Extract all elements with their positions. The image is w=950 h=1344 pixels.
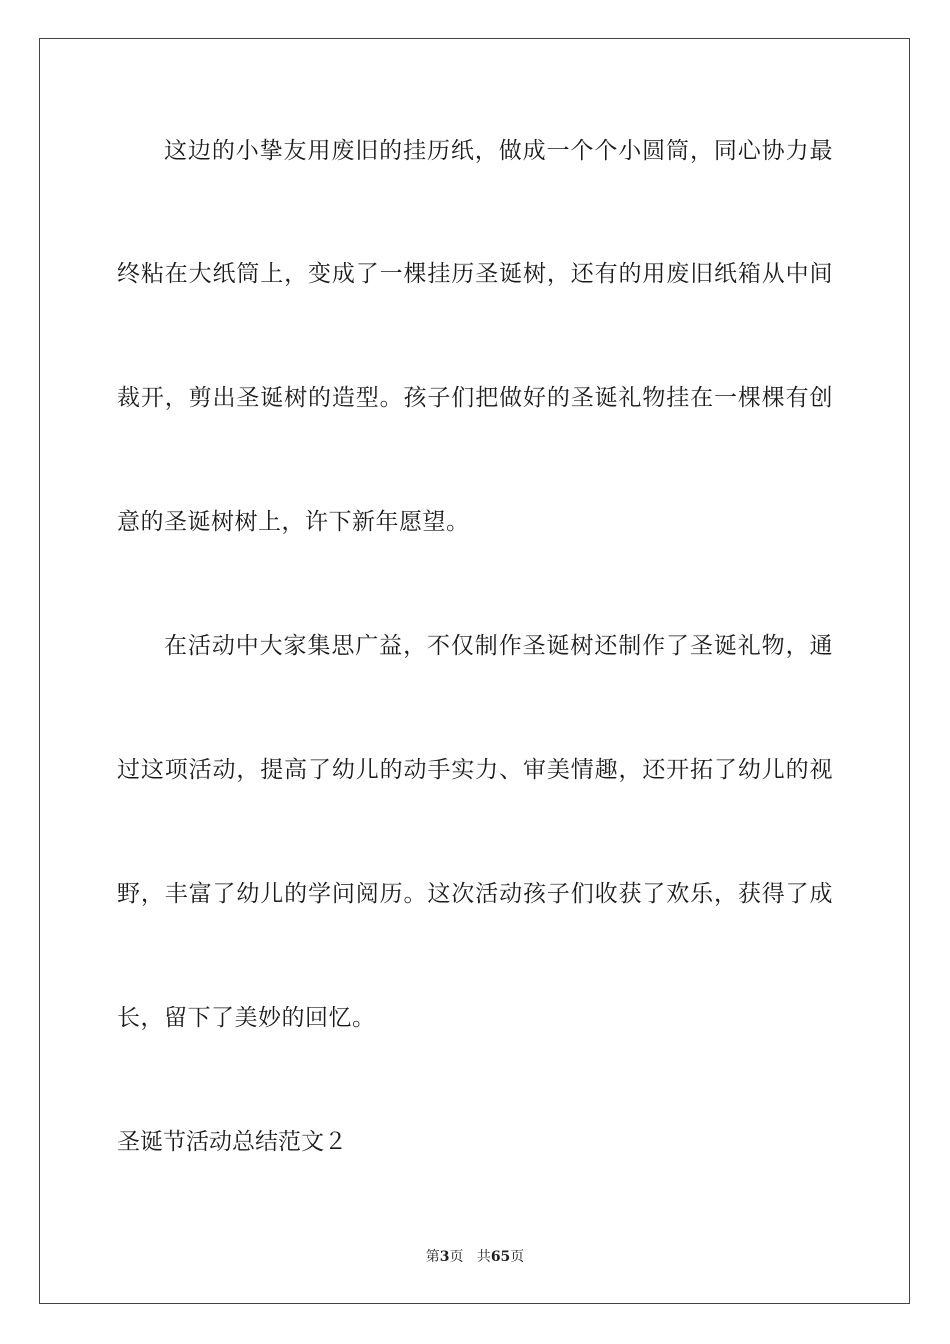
page-border xyxy=(39,38,910,1304)
section-heading: 圣诞节活动总结范文２ xyxy=(117,1129,347,1155)
footer-total-prefix: 共 xyxy=(476,1249,491,1265)
footer-prefix: 第 xyxy=(425,1249,440,1265)
current-page-number: 3 xyxy=(439,1249,450,1265)
paragraph-line: 长，留下了美妙的回忆。 xyxy=(117,1005,376,1031)
paragraph-line: 野，丰富了幼儿的学问阅历。这次活动孩子们收获了欢乐，获得了成 xyxy=(117,881,833,907)
paragraph-line: 这边的小挚友用废旧的挂历纸，做成一个个小圆筒，同心协力最 xyxy=(164,138,833,164)
paragraph-line: 在活动中大家集思广益，不仅制作圣诞树还制作了圣诞礼物，通 xyxy=(164,633,833,659)
total-page-count: 65 xyxy=(490,1249,511,1265)
paragraph-line: 意的圣诞树树上，许下新年愿望。 xyxy=(117,509,470,535)
page-footer xyxy=(0,1248,950,1266)
paragraph-line: 裁开，剪出圣诞树的造型。孩子们把做好的圣诞礼物挂在一棵棵有创 xyxy=(117,385,833,411)
footer-total-unit: 页 xyxy=(510,1249,525,1265)
paragraph-line: 过这项活动，提高了幼儿的动手实力、审美情趣，还开拓了幼儿的视 xyxy=(117,757,833,783)
paragraph-line: 终粘在大纸筒上，变成了一棵挂历圣诞树，还有的用废旧纸箱从中间 xyxy=(117,261,833,287)
footer-page-unit: 页 xyxy=(449,1249,464,1265)
